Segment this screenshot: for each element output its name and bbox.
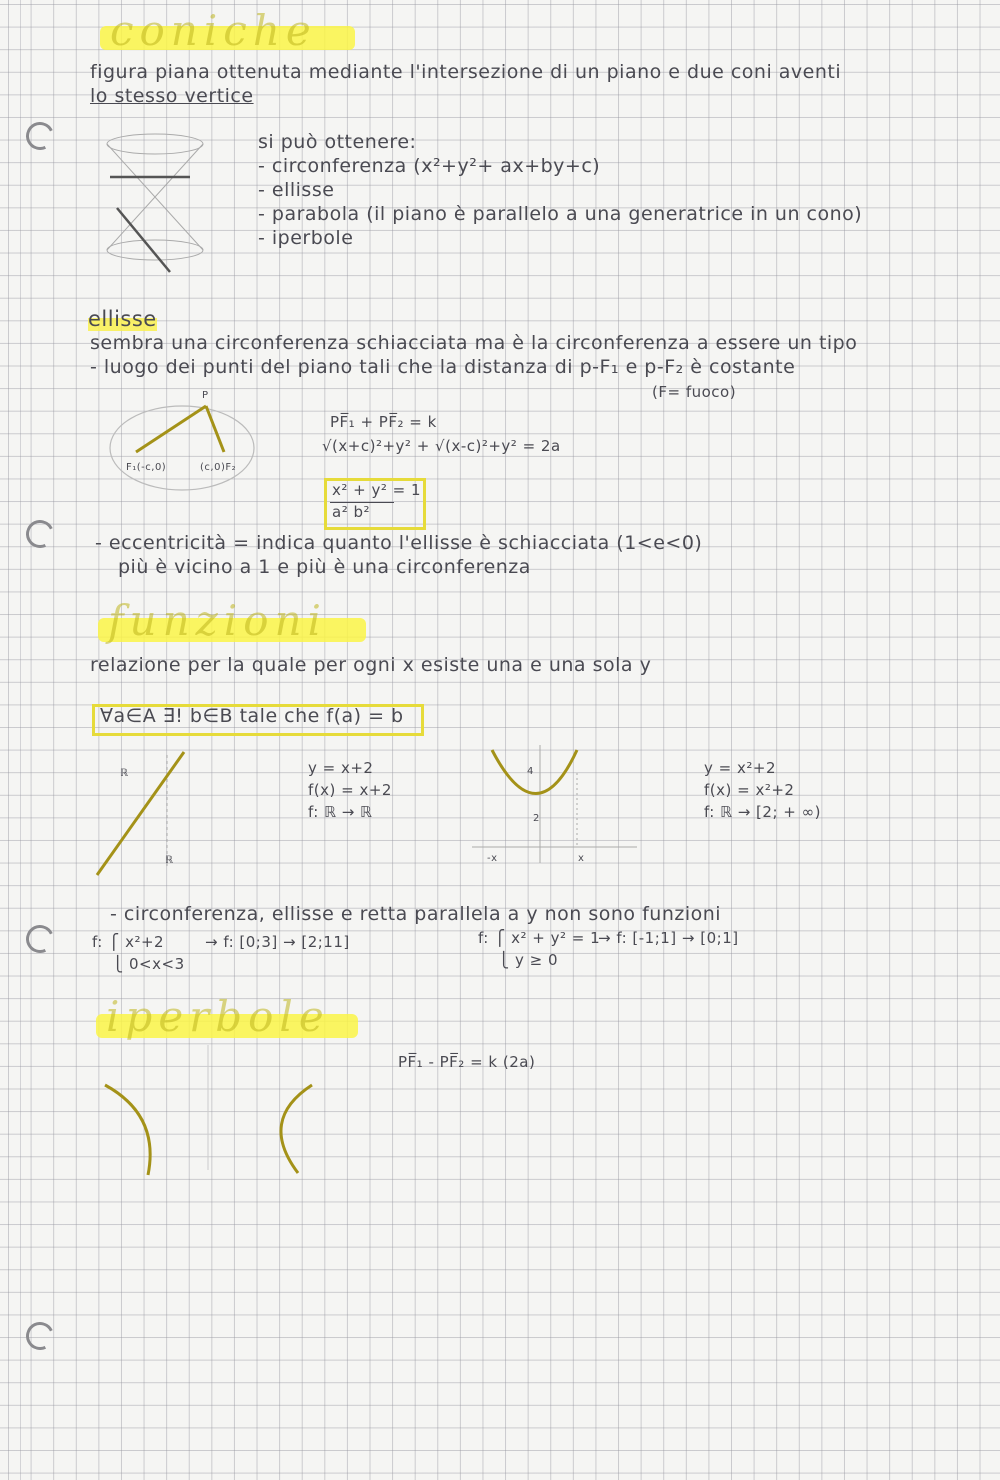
parabola-graph (472, 745, 642, 870)
ellipse-canonical-denominators: a² b² (332, 503, 371, 521)
example2-brace-top: f: ⎧ x² + y² = 1 (478, 929, 601, 947)
example1-mapping: → f: [0;3] → [2;11] (205, 933, 350, 951)
funzioni-title: funzioni (108, 596, 327, 645)
point-p-label: P (202, 390, 209, 401)
obtain-heading: si può ottenere: (258, 131, 417, 153)
graph2-x-label: x (578, 853, 585, 864)
example2-mapping: → f: [-1;1] → [0;1] (598, 929, 739, 947)
iperbole-title: iperbole (106, 992, 330, 1041)
graph2-y-label: 4 (527, 766, 534, 777)
coniche-title: coniche (110, 6, 317, 55)
binder-hole (22, 516, 58, 552)
coniche-definition-line1: figura piana ottenuta mediante l'intersezione di un piano e due coni aventi (90, 61, 842, 83)
not-functions-note: - circonferenza, ellisse e retta parallela a y non sono funzioni (110, 903, 722, 925)
ellipse-equation-sum: PF̅₁ + PF̅₂ = k (330, 413, 437, 431)
ellisse-line1: sembra una circonferenza schiacciata ma è la circonferenza a essere un tipo (90, 332, 858, 354)
ellipse-equation-radicals: √(x+c)²+y² + √(x-c)²+y² = 2a (322, 437, 561, 455)
linear-function-line: f(x) = x+2 (308, 781, 392, 799)
focus2-label: (c,0)F₂ (200, 462, 237, 473)
focus1-label: F₁(-c,0) (126, 462, 167, 473)
linear-function-line: y = x+2 (308, 759, 374, 777)
graph1-x-label: ℝ (165, 855, 174, 866)
graph2-vertex-label: 2 (533, 813, 540, 824)
obtain-item: - ellisse (258, 179, 335, 201)
eccentricity-line2: più è vicino a 1 e più è una circonferenza (118, 556, 531, 578)
ellisse-line2: - luogo dei punti del piano tali che la distanza di p-F₁ e p-F₂ è costante (90, 356, 796, 378)
graph1-y-label: ℝ (120, 768, 129, 779)
quadratic-function-line: f: ℝ → [2; + ∞) (704, 803, 821, 821)
obtain-item: - parabola (il piano è parallelo a una generatrice in un cono) (258, 203, 863, 225)
example1-brace-top: f: ⎧ x²+2 (92, 933, 165, 951)
hyperbola-diagram (100, 1045, 340, 1175)
ellipse-diagram (108, 392, 258, 492)
example1-brace-bottom: ⎩ 0<x<3 (112, 955, 185, 973)
margin-line (20, 0, 21, 1480)
obtain-item: - iperbole (258, 227, 354, 249)
obtain-item: - circonferenza (x²+y²+ ax+by+c) (258, 155, 601, 177)
quadratic-function-line: f(x) = x²+2 (704, 781, 795, 799)
ellipse-canonical-numerators: x² + y² = 1 (332, 481, 422, 499)
eccentricity-line1: - eccentricità = indica quanto l'ellisse è schiacciata (1<e<0) (95, 532, 703, 554)
example2-brace-bottom: ⎩ y ≥ 0 (498, 951, 559, 969)
binder-hole (22, 921, 58, 957)
coniche-definition-line2: lo stesso vertice (90, 85, 254, 107)
quadratic-function-line: y = x²+2 (704, 759, 776, 777)
funzioni-definition: relazione per la quale per ogni x esiste una e una sola y (90, 654, 652, 676)
binder-hole (22, 1318, 58, 1354)
linear-function-graph (92, 750, 192, 880)
focus-note: (F= fuoco) (652, 383, 737, 401)
ellisse-heading: ellisse (88, 307, 157, 331)
hyperbola-equation: PF̅₁ - PF̅₂ = k (2a) (398, 1053, 536, 1071)
binder-hole (22, 118, 58, 154)
linear-function-line: f: ℝ → ℝ (308, 803, 373, 821)
graph2-negx-label: -x (487, 853, 498, 864)
formal-definition: ∀a∈A ∃! b∈B tale che f(a) = b (100, 705, 404, 727)
double-cone-diagram (105, 132, 215, 277)
